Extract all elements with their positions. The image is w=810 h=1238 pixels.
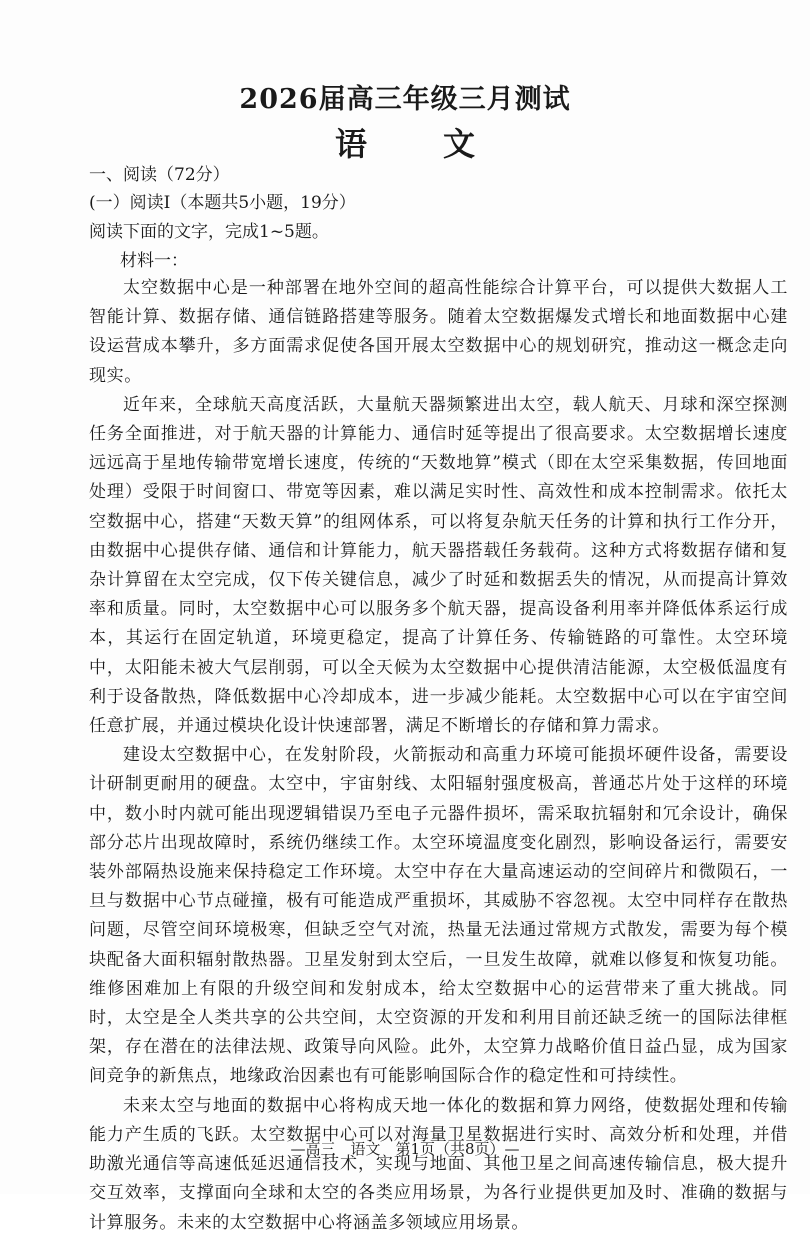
instruction-text: 阅读下面的文字，完成1~5题。 [89, 222, 329, 242]
page-footer: —高三 语文 第1页（共8页）— [290, 1140, 520, 1158]
section-heading: 一、阅读（72分） [89, 165, 230, 185]
material-label: 材料一： [120, 251, 188, 271]
subsection-heading: (一）阅读I（本题共5小题，19分） [89, 193, 356, 213]
subject-title: 语 文 [334, 125, 497, 163]
passage-body [89, 274, 788, 1238]
paragraph: 未来太空与地面的数据中心将构成天地一体化的数据和算力网络，使数据处理和传输能力产生质的飞跃。太空数据中心可以对海量卫星数据进行实时、高效分析和处理，并借助激光通信等高速低延迟通信技术，实现与地面、其他卫星之间高速传输信息，极大提升交互效率，支撑面向全球和太空的各类应用场景，为各行业提供更加及时、准确的数据与计算服务。未来的太空数据中心将涵盖多领域应用场景。 [89, 1095, 788, 1233]
exam-title: 2026届高三年级三月测试 [239, 84, 571, 115]
paragraph: 建设太空数据中心，在发射阶段，火箭振动和高重力环境可能损坏硬件设备，需要设计研制更耐用的硬盘。太空中，宇宙射线、太阳辐射强度极高，普通芯片处于这样的环境中，数小时内就可能出现逻辑错误乃至电子元器件损坏，需采取抗辐射和冗余设计，确保部分芯片出现故障时，系统仍继续工作。太空环境温度变化剧烈，影响设备运行，需要安装外部隔热设施来保持稳定工作环境。太空中存在大量高速运动的空间碎片和微陨石，一旦与数据中心节点碰撞，极有可能造成严重损坏，其威胁不容忽视。太空中同样存在散热问题，尽管空间环境极寒，但缺乏空气对流，热量无法通过常规方式散发，需要为每个模块配备大面积辐射散热器。卫星发射到太空后，一旦发生故障，就难以修复和恢复功能。维修困难加上有限的升级空间和发射成本，给太空数据中心的运营带来了重大挑战。同时，太空是全人类共享的公共空间，太空资源的开发和利用目前还缺乏统一的国际法律框架，存在潜在的法律法规、政策导向风险。此外，太空算力战略价值日益凸显，成为国家间竞争的新焦点，地缘政治因素也有可能影响国际合作的稳定性和可持续性。 [89, 745, 788, 1087]
paragraph: 近年来，全球航天高度活跃，大量航天器频繁进出太空，载人航天、月球和深空探测任务全面推进，对于航天器的计算能力、通信时延等提出了很高要求。太空数据增长速度远远高于星地传输带宽增长速度，传统的“天数地算”模式（即在太空采集数据，传回地面处理）受限于时间窗口、带宽等因素，难以满足实时性、高效性和成本控制需求。依托太空数据中心，搭建“天数天算”的组网体系，可以将复杂航天任务的计算和执行工作分开，由数据中心提供存储、通信和计算能力，航天器搭载任务载荷。这种方式将数据存储和复杂计算留在太空完成，仅下传关键信息，减少了时延和数据丢失的情况，从而提高计算效率和质量。同时，太空数据中心可以服务多个航天器，提高设备利用率并降低体系运行成本，其运行在固定轨道，环境更稳定，提高了计算任务、传输链路的可靠性。太空环境中，太阳能未被大气层削弱，可以全天候为太空数据中心提供清洁能源，太空极低温度有利于设备散热，降低数据中心冷却成本，进一步减少能耗。太空数据中心可以在宇宙空间任意扩展，并通过模块化设计快速部署，满足不断增长的存储和算力需求。 [89, 394, 788, 737]
paragraph: 太空数据中心是一种部署在地外空间的超高性能综合计算平台，可以提供大数据人工智能计算、数据存储、通信链路搭建等服务。随着太空数据爆发式增长和地面数据中心建设运营成本攀升，多方面需求促使各国开展太空数据中心的规划研究，推动这一概念走向现实。 [89, 278, 788, 386]
